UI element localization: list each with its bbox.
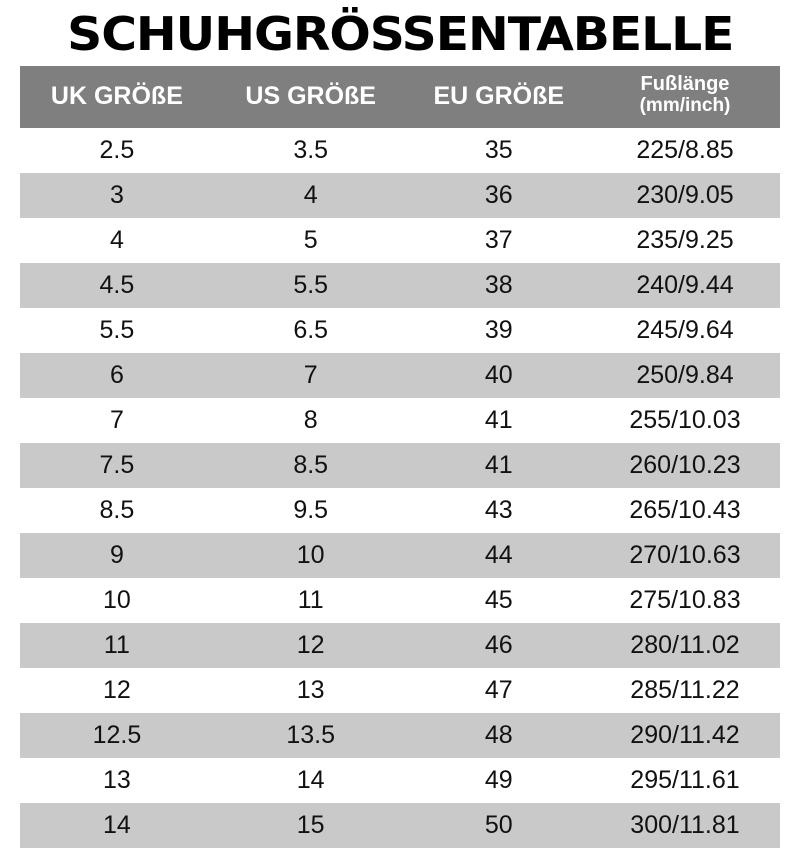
table-row <box>20 668 780 713</box>
table-row <box>20 803 780 848</box>
cell-us: 5.5 <box>214 263 408 308</box>
cell-foot-length: 270/10.63 <box>590 533 780 578</box>
cell-eu: 48 <box>408 713 590 758</box>
cell-foot-length: 245/9.64 <box>590 308 780 353</box>
column-header-foot-length <box>590 66 780 128</box>
cell-eu: 39 <box>408 308 590 353</box>
column-header-foot-length-line2: (mm/inch) <box>639 94 731 116</box>
cell-foot-length: 275/10.83 <box>590 578 780 623</box>
cell-eu: 41 <box>408 443 590 488</box>
table-row <box>20 713 780 758</box>
table-row <box>20 758 780 803</box>
cell-eu: 47 <box>408 668 590 713</box>
cell-uk: 4.5 <box>20 263 214 308</box>
cell-us: 11 <box>214 578 408 623</box>
cell-uk: 6 <box>20 353 214 398</box>
cell-foot-length: 240/9.44 <box>590 263 780 308</box>
cell-foot-length: 285/11.22 <box>590 668 780 713</box>
cell-eu: 40 <box>408 353 590 398</box>
cell-uk: 13 <box>20 758 214 803</box>
cell-us: 10 <box>214 533 408 578</box>
cell-us: 9.5 <box>214 488 408 533</box>
cell-uk: 12 <box>20 668 214 713</box>
page-title: SCHUHGRÖSSENTABELLE <box>66 7 734 61</box>
cell-uk: 14 <box>20 803 214 848</box>
cell-foot-length: 290/11.42 <box>590 713 780 758</box>
table-row <box>20 263 780 308</box>
cell-us: 15 <box>214 803 408 848</box>
cell-foot-length: 280/11.02 <box>590 623 780 668</box>
cell-us: 8.5 <box>214 443 408 488</box>
cell-uk: 11 <box>20 623 214 668</box>
cell-uk: 5.5 <box>20 308 214 353</box>
column-header-uk: UK GRÖßE <box>20 66 214 128</box>
table-row <box>20 488 780 533</box>
cell-us: 14 <box>214 758 408 803</box>
cell-foot-length: 265/10.43 <box>590 488 780 533</box>
cell-us: 5 <box>214 218 408 263</box>
cell-us: 3.5 <box>214 128 408 173</box>
cell-eu: 36 <box>408 173 590 218</box>
cell-us: 7 <box>214 353 408 398</box>
table-row <box>20 218 780 263</box>
cell-foot-length: 250/9.84 <box>590 353 780 398</box>
table-row <box>20 353 780 398</box>
table-row <box>20 623 780 668</box>
cell-foot-length: 255/10.03 <box>590 398 780 443</box>
cell-us: 12 <box>214 623 408 668</box>
table-header-row <box>20 66 780 128</box>
cell-eu: 50 <box>408 803 590 848</box>
table-header <box>20 66 780 128</box>
table-row <box>20 578 780 623</box>
table-row <box>20 398 780 443</box>
cell-foot-length: 230/9.05 <box>590 173 780 218</box>
cell-uk: 8.5 <box>20 488 214 533</box>
cell-us: 13.5 <box>214 713 408 758</box>
table-row <box>20 533 780 578</box>
cell-uk: 9 <box>20 533 214 578</box>
cell-uk: 3 <box>20 173 214 218</box>
cell-eu: 45 <box>408 578 590 623</box>
cell-uk: 4 <box>20 218 214 263</box>
cell-foot-length: 295/11.61 <box>590 758 780 803</box>
cell-foot-length: 300/11.81 <box>590 803 780 848</box>
cell-us: 13 <box>214 668 408 713</box>
cell-eu: 41 <box>408 398 590 443</box>
cell-foot-length: 260/10.23 <box>590 443 780 488</box>
table-row <box>20 308 780 353</box>
shoe-size-table <box>20 66 780 848</box>
cell-uk: 7.5 <box>20 443 214 488</box>
cell-us: 4 <box>214 173 408 218</box>
cell-foot-length: 225/8.85 <box>590 128 780 173</box>
cell-us: 8 <box>214 398 408 443</box>
table-row <box>20 443 780 488</box>
cell-eu: 38 <box>408 263 590 308</box>
table-row <box>20 128 780 173</box>
cell-eu: 46 <box>408 623 590 668</box>
cell-foot-length: 235/9.25 <box>590 218 780 263</box>
cell-eu: 44 <box>408 533 590 578</box>
cell-eu: 43 <box>408 488 590 533</box>
table-body <box>20 128 780 848</box>
cell-uk: 7 <box>20 398 214 443</box>
cell-eu: 49 <box>408 758 590 803</box>
cell-uk: 10 <box>20 578 214 623</box>
cell-uk: 12.5 <box>20 713 214 758</box>
column-header-us: US GRÖßE <box>214 66 408 128</box>
cell-uk: 2.5 <box>20 128 214 173</box>
column-header-foot-length-line1: Fußlänge <box>640 73 730 96</box>
cell-us: 6.5 <box>214 308 408 353</box>
cell-eu: 37 <box>408 218 590 263</box>
column-header-eu: EU GRÖßE <box>408 66 590 128</box>
cell-eu: 35 <box>408 128 590 173</box>
table-row <box>20 173 780 218</box>
